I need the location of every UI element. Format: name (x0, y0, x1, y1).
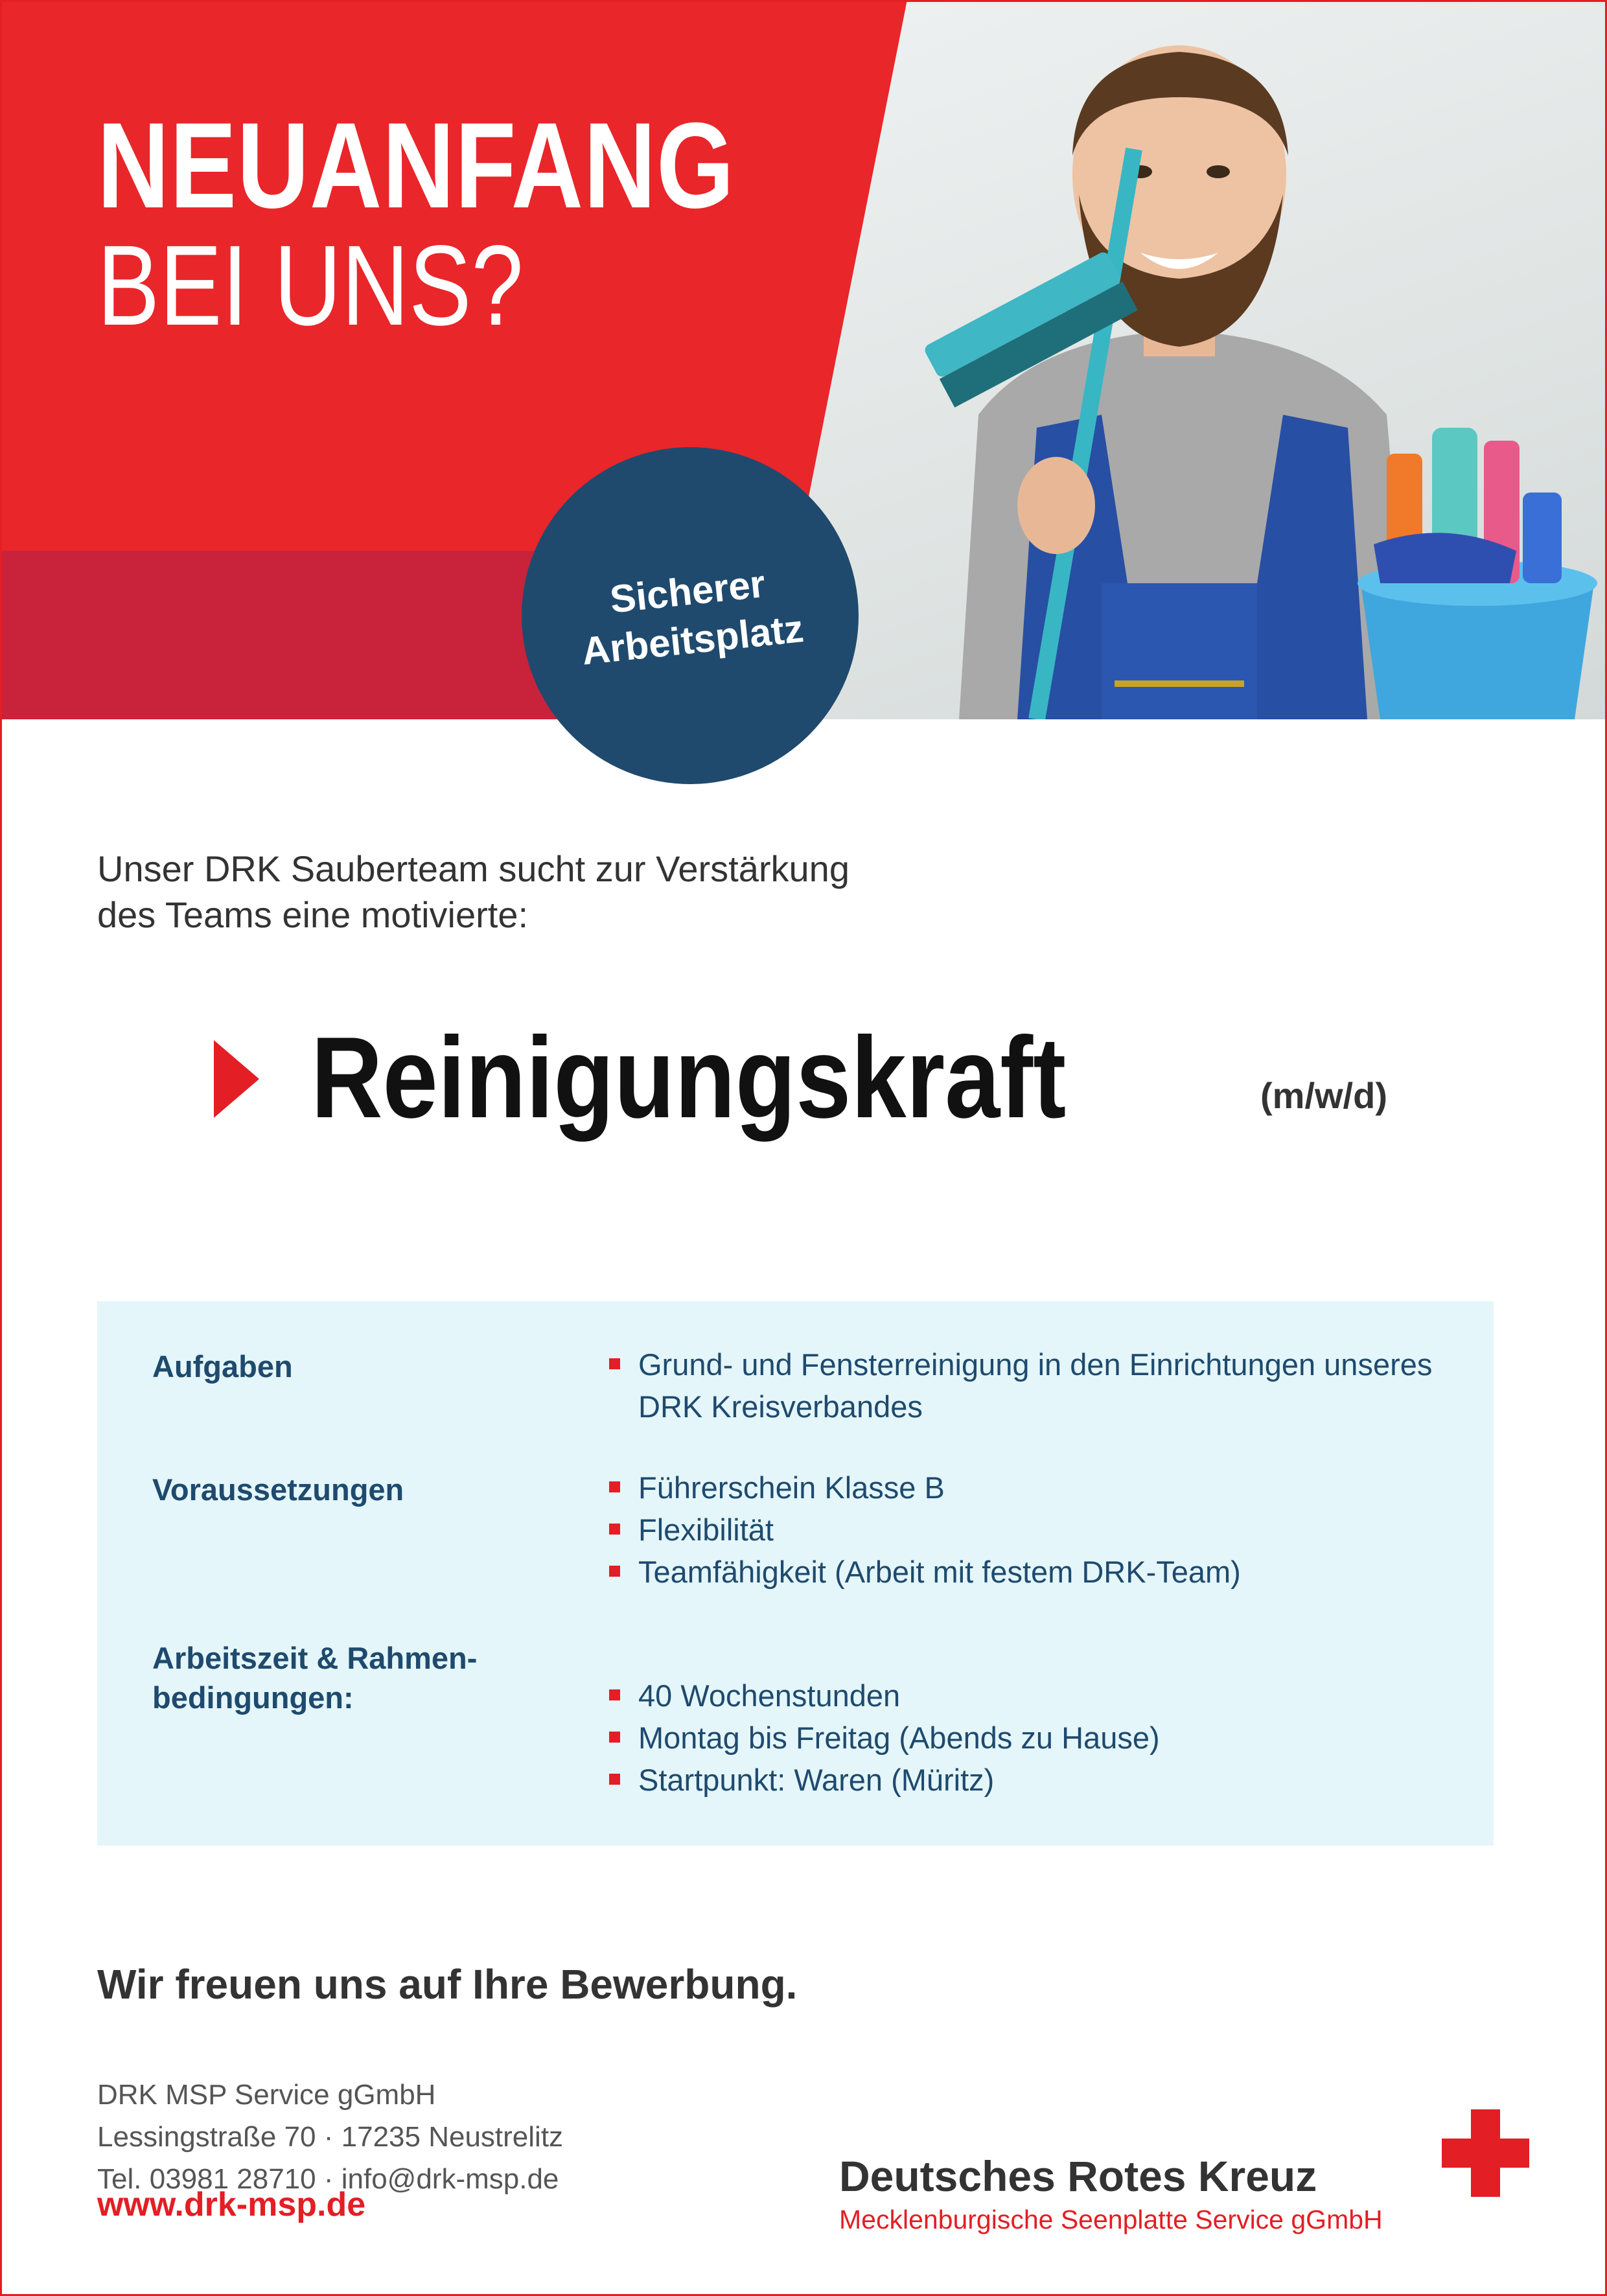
list-item: Grund- und Fensterreinigung in den Einrichtungen unseres DRK Kreisverbandes (609, 1344, 1451, 1428)
arbeitszeit-label-line1: Arbeitszeit & Rahmen- (152, 1641, 478, 1675)
list-item: 40 Wochenstunden (609, 1675, 1160, 1717)
job-title-row (214, 1011, 1510, 1154)
arbeitszeit-list (609, 1675, 1160, 1802)
triangle-arrow-icon (214, 1040, 259, 1118)
closing-statement: Wir freuen uns auf Ihre Bewerbung. (97, 1961, 798, 2008)
list-item: Flexibilität (609, 1509, 1241, 1551)
aufgaben-label: Aufgaben (152, 1349, 293, 1384)
list-item: Führerschein Klasse B (609, 1467, 1241, 1509)
company-name: DRK MSP Service gGmbH (97, 2079, 436, 2111)
contact-block (97, 2074, 563, 2200)
headline (97, 97, 735, 349)
aufgaben-list (609, 1344, 1451, 1428)
list-item: Teamfähigkeit (Arbeit mit festem DRK-Team) (609, 1551, 1241, 1594)
badge-line1: Sicherer (608, 561, 768, 621)
arbeitszeit-label (152, 1638, 477, 1717)
voraussetzungen-label: Voraussetzungen (152, 1472, 404, 1507)
website-link[interactable]: www.drk-msp.de (97, 2186, 366, 2223)
job-title: Reinigungskraft (311, 1013, 1067, 1142)
red-cross-icon (1442, 2109, 1529, 2197)
company-phone-email: Tel. 03981 28710 · info@drk-msp.de (97, 2163, 559, 2196)
arbeitszeit-label-line2: bedingungen: (152, 1680, 354, 1715)
list-item: Montag bis Freitag (Abends zu Hause) (609, 1717, 1160, 1759)
cleaner-illustration (765, 0, 1607, 719)
list-item: Startpunkt: Waren (Müritz) (609, 1759, 1160, 1802)
intro-text (97, 846, 1199, 938)
intro-line2: des Teams eine motivierte: (97, 894, 529, 936)
job-gender-suffix: (m/w/d) (1260, 1075, 1387, 1116)
badge-line2: Arbeitsplatz (579, 607, 806, 673)
org-subtitle: Mecklenburgische Seenplatte Service gGmbH (839, 2205, 1383, 2234)
voraussetzungen-list (609, 1467, 1241, 1594)
hero-photo (765, 0, 1607, 719)
company-address: Lessingstraße 70 · 17235 Neustrelitz (97, 2121, 564, 2153)
org-name: Deutsches Rotes Kreuz (839, 2152, 1317, 2200)
headline-line1: NEUANFANG (97, 97, 735, 233)
requirements-box (97, 1301, 1494, 1846)
intro-line1: Unser DRK Sauberteam sucht zur Verstärkung (97, 848, 850, 889)
headline-line2: BEI UNS? (97, 222, 524, 349)
